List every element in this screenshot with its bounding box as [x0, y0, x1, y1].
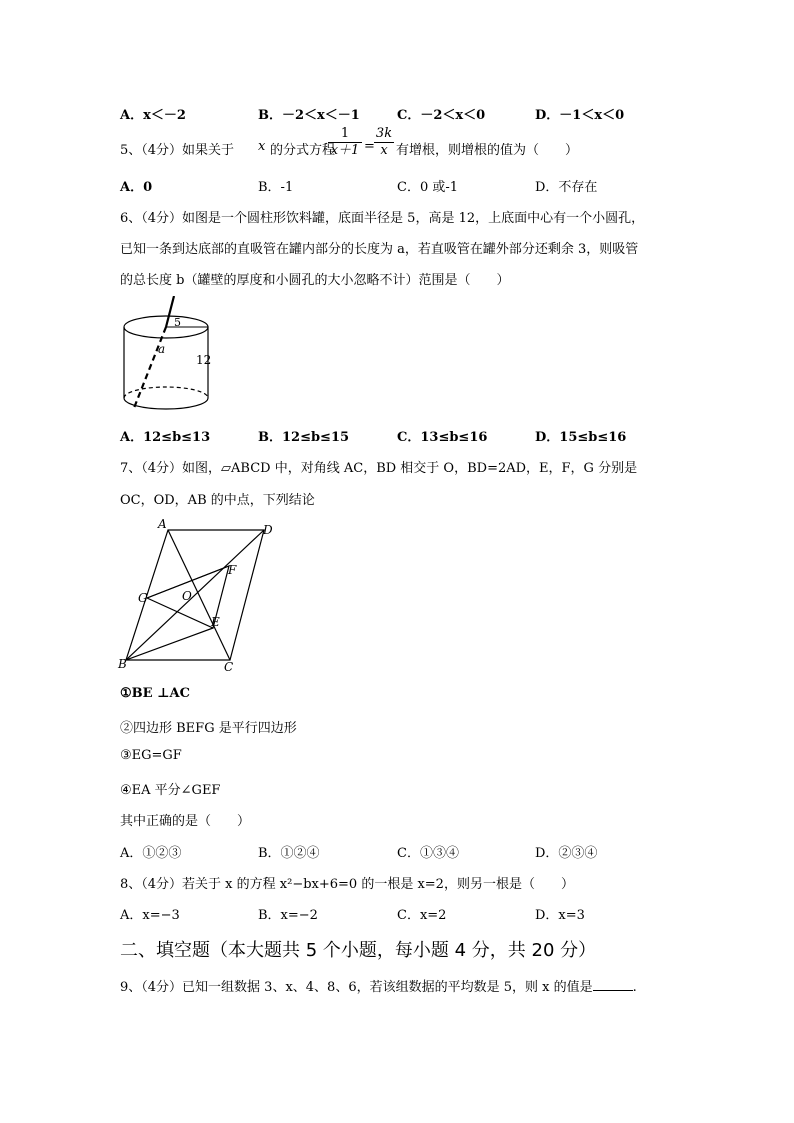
cylinder-figure — [112, 296, 222, 416]
q6-line-2: 已知一条到达底部的直吸管在罐内部分的长度为 a，若直吸管在罐外部分还剩余 3，则吸管 — [120, 242, 639, 257]
q5-equals: = — [364, 139, 375, 154]
label-d: D — [263, 523, 273, 537]
q8-option-d: D．x=3 — [535, 908, 585, 923]
q6-line-1: 6、（4分）如图是一个圆柱形饮料罐，底面半径是 5，高是 12，上底面中心有一个小圆孔， — [120, 211, 645, 226]
q9-line — [120, 976, 637, 995]
q5-option-a: A．0 — [120, 180, 153, 195]
q8-option-a: A．x=−3 — [120, 908, 180, 923]
label-radius: 5 — [174, 316, 181, 329]
section-2-title: 二、填空题（本大题共 5 个小题，每小题 4 分，共 20 分） — [120, 940, 597, 961]
q7-option-b: B．①②④ — [258, 846, 320, 861]
straw-inside — [134, 327, 166, 408]
label-f: F — [228, 563, 237, 577]
q6-option-d: D．15≤b≤16 — [535, 430, 627, 445]
q7-conclusion-4: ④EA 平分∠GEF — [120, 783, 221, 798]
q5-mid: 的分式方程 — [270, 143, 336, 158]
q9-end: . — [632, 980, 637, 995]
q4-option-b: B．－2＜x＜－1 — [258, 108, 360, 123]
label-e: E — [211, 615, 220, 629]
q5-option-b: B．-1 — [258, 180, 294, 195]
q5-fraction-1 — [328, 126, 362, 159]
q6-option-b: B．12≤b≤15 — [258, 430, 350, 445]
q7-option-d: D．②③④ — [535, 846, 598, 861]
q8-text: 8、（4分）若关于 x 的方程 x²−bx+6=0 的一根是 x=2，则另一根是（ ） — [120, 877, 574, 892]
q8-option-c: C．x=2 — [397, 908, 447, 923]
q7-conclusion-3: ③EG=GF — [120, 748, 182, 763]
label-c: C — [224, 660, 234, 674]
q7-conclusion-1: ①BE ⊥AC — [120, 686, 190, 701]
q6-line-3: 的总长度 b（罐壁的厚度和小圆孔的大小忽略不计）范围是（ ） — [120, 273, 510, 288]
q5-option-c: C．0 或-1 — [397, 180, 459, 195]
q4-option-a: A．x＜－2 — [120, 108, 186, 123]
q7-line-2: OC，OD，AB 的中点，下列结论 — [120, 493, 315, 508]
q7-option-a: A．①②③ — [120, 846, 182, 861]
q7-conclusion-2: ②四边形 BEFG 是平行四边形 — [120, 721, 297, 736]
q5-fraction-2 — [374, 126, 394, 159]
q7-option-c: C．①③④ — [397, 846, 459, 861]
parallelogram-figure — [112, 514, 282, 678]
q5-option-d: D．不存在 — [535, 180, 598, 195]
q6-option-a: A．12≤b≤13 — [120, 430, 211, 445]
q5-prefix: 5、（4分）如果关于 — [120, 143, 235, 158]
q5-frac2-numerator: 3k — [375, 126, 393, 141]
q4-option-c: C．－2＜x＜0 — [397, 108, 486, 123]
label-a: a — [158, 342, 166, 356]
q5-frac1-denominator: x＋1 — [330, 143, 360, 158]
q5-suffix: 有增根，则增根的值为（ ） — [396, 143, 579, 158]
label-o: O — [182, 589, 192, 603]
q4-option-d: D．－1＜x＜0 — [535, 108, 625, 123]
q5-frac2-denominator: x — [380, 143, 388, 158]
q9-text: 9、（4分）已知一组数据 3、x、4、8、6，若该组数据的平均数是 5，则 x 的值是 — [120, 980, 593, 995]
q6-option-c: C．13≤b≤16 — [397, 430, 488, 445]
q9-answer-blank — [593, 978, 633, 991]
label-b: B — [118, 657, 127, 671]
straw-outside — [166, 296, 174, 327]
label-height: 12 — [196, 353, 212, 367]
q7-line-1: 7、（4分）如图，▱ABCD 中，对角线 AC，BD 相交于 O，BD=2AD，E，F，G 分别是 — [120, 461, 638, 476]
segment-be — [126, 628, 213, 660]
cylinder-bottom-back — [124, 387, 208, 398]
q7-question: 其中正确的是（ ） — [120, 814, 251, 829]
q5-var: x — [258, 139, 266, 154]
q5-frac1-numerator: 1 — [340, 126, 350, 141]
q8-option-b: B．x=−2 — [258, 908, 318, 923]
label-a: A — [158, 517, 167, 531]
label-g: G — [138, 591, 148, 605]
